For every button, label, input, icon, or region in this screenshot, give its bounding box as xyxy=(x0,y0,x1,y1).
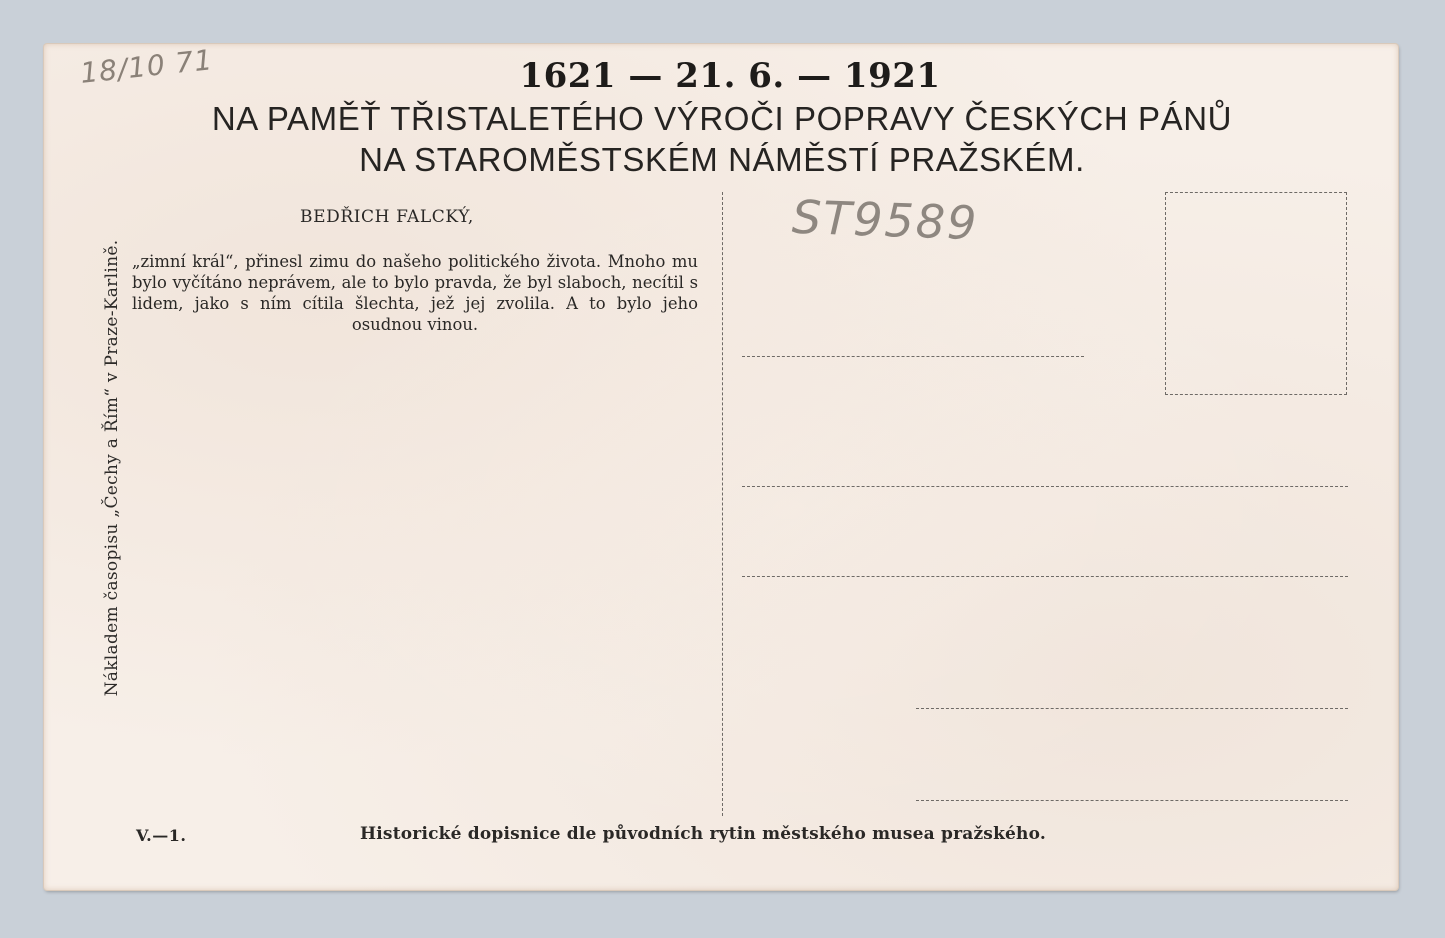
biography-text: „zimní král“, přinesl zimu do našeho politického života. Mnoho mu bylo vyčítáno neprávem, ale to bylo pravda, že byl slaboch, necítil s lidem, jako s ním cítila šlechta, jež jej zvolila. A to bylo jeho osudnou vinou. xyxy=(132,252,698,334)
address-line-2 xyxy=(742,486,1348,487)
footer-note: Historické dopisnice dle původních rytin městského musea pražského. xyxy=(360,824,1046,844)
address-line-1 xyxy=(742,356,1084,357)
handwritten-stock-code: ST9589 xyxy=(791,189,980,251)
commemoration-dates: 1621 — 21. 6. — 1921 xyxy=(519,56,941,96)
pencil-date-note: 18/10 71 xyxy=(78,43,215,90)
headline-line-1: NA PAMĚŤ TŘISTALETÉHO VÝROČI POPRAVY ČESKÝCH PÁNŮ xyxy=(211,100,1233,137)
address-line-3 xyxy=(742,576,1348,577)
series-number: V.—1. xyxy=(136,826,187,845)
person-name: BEDŘICH FALCKÝ, xyxy=(300,207,474,227)
address-line-4 xyxy=(916,708,1348,709)
address-line-5 xyxy=(916,800,1348,801)
center-divider xyxy=(722,192,723,816)
publisher-imprint: Nákladem časopisu „Čechy a Řím“ v Praze-Karlině. xyxy=(102,239,122,697)
stamp-box xyxy=(1165,192,1347,395)
headline-line-2: NA STAROMĚSTSKÉM NÁMĚSTÍ PRAŽSKÉM. xyxy=(359,141,1085,178)
